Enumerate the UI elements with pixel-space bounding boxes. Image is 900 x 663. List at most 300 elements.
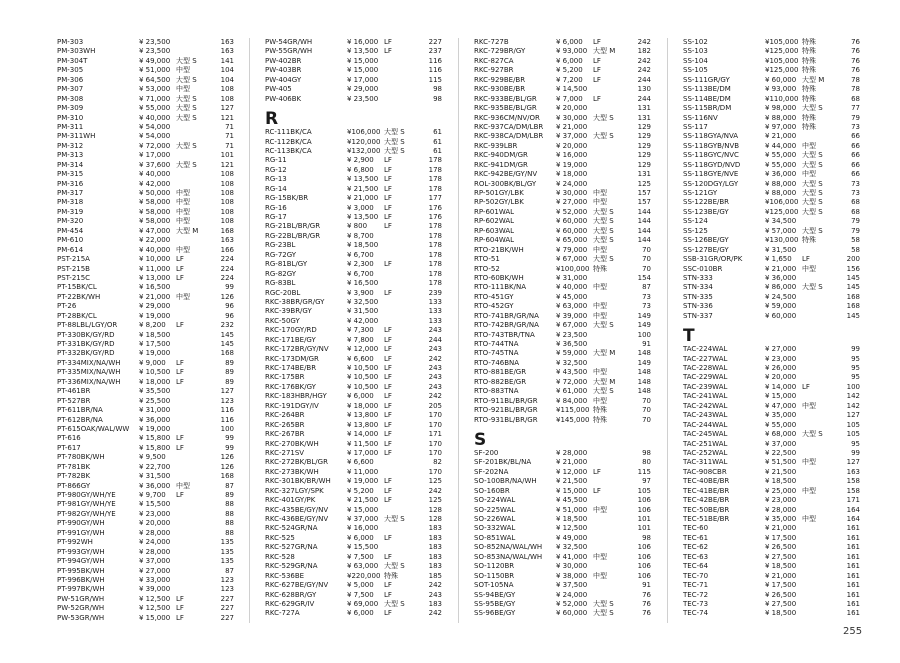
index-entry	[474, 321, 651, 330]
index-entry	[265, 609, 442, 618]
index-entry	[474, 104, 651, 113]
page-ref: 149	[637, 358, 651, 367]
product-price: ¥ 7,500	[347, 552, 374, 561]
page-ref: 227	[428, 38, 442, 46]
product-code: STN-337	[683, 311, 713, 320]
product-price: ¥ 47,000	[139, 226, 171, 235]
product-price: ¥ 10,500	[347, 373, 379, 382]
index-entry	[265, 402, 442, 411]
product-code: SS-114BE/DM	[683, 94, 731, 103]
page-ref: 73	[851, 122, 860, 131]
size-tag: 大型 S	[384, 137, 405, 146]
product-code: RKC-935BE/BL/GR	[474, 104, 537, 113]
page-ref: 91	[642, 581, 651, 590]
product-code: SSB-31GR/OR/PK	[683, 255, 743, 264]
page-ref: 244	[637, 94, 651, 103]
product-code: PT-997BK/WH	[57, 585, 105, 594]
product-code: PT-527BR	[57, 396, 91, 405]
size-tag: 大型 S	[176, 56, 197, 65]
product-code: RKC-174BE/BR	[265, 364, 317, 372]
size-tag: LF	[176, 594, 184, 603]
product-code: RKC-270BK/WH	[265, 439, 319, 448]
product-code: TEC-40BE/BR	[683, 477, 730, 486]
product-code: RTO-882BE/GR	[474, 377, 527, 386]
index-entry	[474, 170, 651, 179]
page-ref: 121	[220, 160, 234, 169]
page-ref: 73	[642, 292, 651, 301]
product-price: ¥ 23,500	[139, 47, 171, 56]
product-code: PM-306	[57, 75, 84, 84]
page-ref: 161	[846, 562, 860, 571]
page-ref: 242	[428, 392, 442, 401]
index-entry	[474, 76, 651, 85]
product-price: ¥ 18,500	[139, 330, 171, 339]
product-price: ¥130,000	[765, 236, 799, 245]
product-code: PM-303	[57, 38, 84, 46]
size-tag: LF	[384, 411, 392, 420]
section-letter: R	[265, 109, 279, 130]
product-price: ¥ 10,500	[347, 364, 379, 372]
product-code: PT-334MIX/NA/WH	[57, 358, 121, 367]
page-ref: 128	[428, 505, 442, 514]
product-code: PT-781BK	[57, 462, 91, 471]
product-price: ¥ 12,500	[139, 604, 171, 613]
product-price: ¥ 6,600	[347, 458, 374, 467]
product-code: TEC-71	[683, 581, 709, 590]
size-tag: 大型 S	[802, 151, 823, 160]
size-tag: 中型	[593, 368, 607, 377]
product-price: ¥ 51,000	[556, 505, 588, 514]
page-ref: 98	[642, 533, 651, 542]
product-code: RKC-939LBR	[474, 141, 518, 150]
size-tag: LF	[593, 56, 601, 65]
size-tag: 特殊	[802, 113, 816, 122]
product-code: RKC-50GY	[265, 316, 300, 325]
index-entry	[57, 114, 234, 123]
product-code: PM-309	[57, 104, 84, 113]
page-ref: 170	[428, 467, 442, 476]
product-price: ¥100,000	[556, 264, 590, 273]
product-price: ¥115,000	[556, 406, 590, 415]
page-ref: 242	[428, 354, 442, 363]
product-code: RTO-452GY	[474, 302, 514, 311]
page-ref: 242	[428, 609, 442, 618]
index-entry	[683, 104, 860, 113]
index-entry	[474, 515, 651, 524]
product-price: ¥ 14,000	[347, 430, 379, 439]
index-entry	[57, 57, 234, 66]
product-price: ¥ 37,000	[347, 515, 379, 523]
product-price: ¥ 21,000	[765, 571, 797, 580]
product-price: ¥ 21,000	[556, 458, 588, 467]
index-entry	[265, 213, 442, 222]
index-entry	[683, 383, 860, 392]
product-price: ¥ 93,000	[765, 85, 797, 94]
page-ref: 178	[428, 165, 442, 174]
index-entry	[683, 572, 860, 581]
index-entry	[57, 189, 234, 198]
product-code: PM-315	[57, 170, 84, 179]
product-price: ¥ 35,000	[765, 411, 797, 420]
product-price: ¥ 22,500	[765, 448, 797, 457]
product-price: ¥ 31,000	[139, 406, 171, 415]
page-ref: 242	[428, 486, 442, 495]
size-tag: LF	[384, 38, 392, 46]
index-entry	[57, 293, 234, 302]
product-code: RKC-941DM/GR	[474, 160, 528, 169]
product-price: ¥ 6,000	[347, 609, 374, 618]
index-entry	[57, 66, 234, 75]
product-price: ¥ 50,000	[139, 189, 171, 197]
product-code: TAC-311WAL	[683, 458, 728, 467]
product-code: RKC-727A	[265, 609, 300, 618]
size-tag: LF	[384, 194, 392, 203]
page-ref: 89	[225, 491, 234, 499]
page-ref: 178	[428, 231, 442, 240]
product-code: SS-125	[683, 226, 708, 235]
index-entry	[57, 491, 234, 500]
size-tag: 特殊	[802, 38, 816, 46]
page-ref: 232	[220, 321, 234, 330]
size-tag: 大型 S	[802, 179, 823, 188]
product-price: ¥ 55,000	[765, 420, 797, 429]
index-entry	[57, 444, 234, 453]
page-ref: 242	[428, 581, 442, 590]
page-ref: 237	[428, 47, 442, 56]
product-code: PT-995BK/WH	[57, 566, 105, 575]
page-ref: 164	[846, 505, 860, 514]
page-ref: 70	[642, 264, 651, 273]
index-entry	[474, 57, 651, 66]
size-tag: LF	[384, 345, 392, 354]
index-entry	[474, 161, 651, 170]
product-price: ¥ 19,000	[556, 160, 588, 169]
index-entry	[474, 562, 651, 571]
size-tag: 大型 M	[593, 349, 616, 358]
product-price: ¥ 19,000	[139, 311, 171, 320]
product-price: ¥110,000	[765, 94, 799, 103]
size-tag: 大型 S	[593, 217, 614, 226]
index-entry	[265, 487, 442, 496]
product-price: ¥ 8,700	[347, 231, 374, 240]
product-price: ¥ 28,000	[139, 547, 171, 556]
index-entry	[683, 151, 860, 160]
size-tag: 大型 S	[593, 113, 614, 122]
product-code: PM-311	[57, 122, 84, 131]
page-ref: 178	[428, 269, 442, 278]
product-price: ¥ 16,000	[347, 38, 379, 46]
size-tag: LF	[176, 613, 184, 622]
page-ref: 71	[225, 122, 234, 131]
product-code: TEC-74	[683, 609, 709, 618]
page-ref: 157	[637, 198, 651, 207]
size-tag: 特殊	[802, 94, 816, 103]
product-code: TAC-243WAL	[683, 411, 728, 420]
product-code: SS-116NV	[683, 113, 718, 122]
index-entry	[57, 151, 234, 160]
index-entry	[57, 123, 234, 132]
index-entry	[57, 340, 234, 349]
product-price: ¥ 55,000	[765, 151, 797, 160]
product-price: ¥ 21,500	[347, 184, 379, 193]
page-ref: 242	[637, 56, 651, 65]
product-code: PW-402BR	[265, 56, 302, 65]
index-entry	[474, 302, 651, 311]
product-code: PW-52GR/WH	[57, 604, 105, 613]
index-entry	[474, 609, 651, 618]
page-ref: 168	[220, 349, 234, 358]
index-entry	[265, 185, 442, 194]
product-price: ¥ 61,000	[556, 387, 588, 396]
size-tag: 大型 S	[384, 128, 405, 137]
index-entry	[57, 368, 234, 377]
index-entry	[265, 47, 442, 56]
size-tag: LF	[384, 439, 392, 448]
page-ref: 161	[846, 533, 860, 542]
product-price: ¥ 800	[347, 222, 368, 231]
product-code: SS-105	[683, 66, 708, 75]
product-code: SS-117	[683, 122, 708, 131]
product-code: RKC-273BK/WH	[265, 467, 319, 476]
size-tag: 中型	[176, 481, 190, 490]
product-code: RKC-39BR/GY	[265, 307, 312, 316]
size-tag: LF	[593, 467, 601, 476]
product-code: RKC-524GR/NA	[265, 524, 318, 533]
product-price: ¥ 19,000	[139, 349, 171, 358]
page-ref: 108	[220, 217, 234, 226]
page-ref: 126	[220, 453, 234, 462]
index-entry	[474, 487, 651, 496]
page-ref: 68	[851, 94, 860, 103]
page-ref: 88	[225, 509, 234, 518]
page-ref: 161	[846, 590, 860, 599]
product-price: ¥ 59,000	[765, 302, 797, 311]
section-letter: S	[474, 429, 487, 450]
size-tag: LF	[176, 255, 184, 264]
page-ref: 105	[846, 420, 860, 429]
index-entry	[265, 430, 442, 439]
product-price: ¥ 28,000	[765, 505, 797, 514]
page-ref: 108	[220, 179, 234, 188]
size-tag: LF	[384, 382, 392, 391]
page-ref: 88	[225, 528, 234, 537]
product-code: RKC-628BR/GY	[265, 590, 317, 599]
product-code: TEC-50BE/BR	[683, 505, 730, 514]
index-entry	[57, 132, 234, 141]
size-tag: LF	[593, 94, 601, 103]
page-ref: 244	[637, 75, 651, 84]
index-entry	[265, 524, 442, 533]
page-ref: 224	[220, 255, 234, 264]
product-code: PT-612BR/NA	[57, 415, 103, 424]
product-code: SS-118GYA/NVA	[683, 132, 739, 141]
page-ref: 130	[637, 85, 651, 94]
index-entry	[474, 208, 651, 217]
product-price: ¥ 60,000	[765, 311, 797, 320]
product-price: ¥ 32,500	[556, 543, 588, 552]
page-ref: 183	[428, 562, 442, 571]
size-tag: LF	[384, 354, 392, 363]
product-code: SS-95BE/GY	[474, 599, 516, 608]
index-entry	[683, 123, 860, 132]
size-tag: LF	[384, 448, 392, 457]
index-entry	[474, 38, 651, 47]
size-tag: 中型	[802, 515, 816, 523]
page-ref: 108	[220, 94, 234, 103]
size-tag: 特殊	[593, 406, 607, 415]
index-entry	[57, 312, 234, 321]
index-entry	[683, 180, 860, 189]
product-code: PT-336MIX/NA/WH	[57, 377, 121, 386]
product-price: ¥ 31,500	[765, 245, 797, 254]
product-code: RKC-401GY/PK	[265, 496, 316, 505]
index-entry	[265, 440, 442, 449]
index-entry	[57, 47, 234, 56]
index-entry	[683, 227, 860, 236]
product-code: PT-994GY/WH	[57, 557, 105, 566]
product-price: ¥ 71,000	[139, 94, 171, 103]
product-code: SO-225WAL	[474, 505, 516, 514]
product-price: ¥ 32,500	[347, 297, 379, 306]
product-price: ¥ 38,000	[556, 571, 588, 580]
product-code: PT-331BK/GY/RD	[57, 340, 115, 348]
size-tag: 大型 S	[802, 104, 823, 113]
index-entry	[57, 585, 234, 594]
size-tag: LF	[384, 496, 392, 505]
page-ref: 73	[851, 189, 860, 197]
size-tag: 中型	[593, 302, 607, 311]
product-price: ¥105,000	[765, 56, 799, 65]
index-entry	[474, 47, 651, 56]
page-ref: 78	[851, 85, 860, 94]
index-entry	[474, 123, 651, 132]
product-price: ¥ 6,000	[347, 392, 374, 401]
page-ref: 129	[637, 141, 651, 150]
index-column-4	[683, 38, 860, 619]
page-ref: 127	[846, 411, 860, 420]
product-code: PM-308	[57, 94, 84, 103]
product-price: ¥ 20,000	[556, 104, 588, 113]
page-ref: 99	[851, 448, 860, 457]
product-code: PT-615OAK/WAL/WW	[57, 424, 130, 433]
product-code: PT-996BK/WH	[57, 575, 105, 584]
index-entry	[265, 581, 442, 590]
page-ref: 200	[846, 255, 860, 264]
product-price: ¥ 7,200	[556, 75, 583, 84]
product-code: RKC-265BR	[265, 420, 305, 429]
page-ref: 135	[220, 547, 234, 556]
index-entry	[683, 440, 860, 449]
product-price: ¥ 23,000	[765, 354, 797, 363]
product-code: RKC-536BE	[265, 571, 305, 580]
product-code: RG-15BK/BR	[265, 194, 309, 203]
page-ref: 104	[220, 66, 234, 75]
product-price: ¥ 25,000	[765, 486, 797, 495]
index-entry	[265, 591, 442, 600]
product-code: PT-992WH	[57, 538, 93, 547]
product-price: ¥ 67,000	[556, 255, 588, 264]
product-code: TEC-51BE/BR	[683, 515, 730, 523]
page-ref: 76	[642, 599, 651, 608]
page-ref: 149	[637, 311, 651, 320]
product-price: ¥ 3,900	[347, 288, 374, 297]
index-entry	[57, 406, 234, 415]
page-ref: 176	[428, 203, 442, 212]
page-ref: 224	[220, 264, 234, 273]
product-code: RTO-883TNA	[474, 387, 519, 396]
size-tag: LF	[176, 358, 184, 367]
product-price: ¥ 18,500	[765, 609, 797, 618]
product-price: ¥ 64,500	[139, 75, 171, 84]
product-code: SF-200	[474, 448, 499, 457]
index-entry	[474, 534, 651, 543]
page-ref: 145	[846, 283, 860, 292]
size-tag: 大型 S	[593, 387, 614, 396]
size-tag: LF	[384, 401, 392, 410]
index-entry	[474, 416, 651, 425]
page-ref: 171	[428, 430, 442, 439]
page-ref: 88	[225, 519, 234, 528]
page-ref: 148	[637, 377, 651, 386]
product-code: PM-307	[57, 85, 84, 94]
page-ref: 166	[220, 245, 234, 254]
product-price: ¥ 20,000	[139, 519, 171, 528]
product-code: RTO-881BE/GR	[474, 368, 527, 377]
size-tag: 大型 S	[802, 283, 823, 292]
product-code: PT-982GY/WH/YE	[57, 509, 116, 518]
size-tag: 中型	[593, 189, 607, 197]
size-tag: 大型 M	[176, 226, 199, 235]
product-code: PM-311WH	[57, 132, 96, 141]
index-entry	[265, 421, 442, 430]
product-price: ¥ 13,500	[347, 213, 379, 221]
product-code: RKC-176BK/GY	[265, 382, 316, 391]
product-code: RTO-742BR/GR/NA	[474, 321, 539, 330]
product-price: ¥ 6,600	[347, 354, 374, 363]
index-entry	[57, 519, 234, 528]
index-entry	[683, 170, 860, 179]
product-price: ¥ 16,000	[347, 524, 379, 533]
page-ref: 108	[220, 85, 234, 94]
product-code: SS-123BE/GY	[683, 207, 729, 216]
index-entry	[683, 161, 860, 170]
product-code: PT-866GY	[57, 481, 91, 490]
product-price: ¥ 27,000	[556, 198, 588, 207]
index-entry	[265, 345, 442, 354]
index-entry	[474, 506, 651, 515]
product-price: ¥ 13,000	[139, 273, 171, 282]
size-tag: LF	[384, 477, 392, 486]
index-entry	[683, 506, 860, 515]
index-entry	[57, 142, 234, 151]
product-code: PT-335MIX/NA/WH	[57, 368, 121, 377]
product-price: ¥ 41,000	[556, 552, 588, 561]
product-price: ¥ 24,000	[556, 179, 588, 188]
product-code: RG-72GY	[265, 250, 297, 259]
product-code: SS-111GR/GY	[683, 75, 730, 84]
product-price: ¥ 5,200	[347, 486, 374, 495]
page-ref: 168	[220, 472, 234, 481]
product-price: ¥ 22,700	[139, 462, 171, 471]
index-entry	[683, 449, 860, 458]
index-entry	[265, 411, 442, 420]
page-ref: 161	[846, 599, 860, 608]
page-ref: 76	[851, 38, 860, 46]
product-price: ¥ 67,000	[556, 321, 588, 330]
page-ref: 98	[433, 85, 442, 94]
product-price: ¥ 51,000	[139, 66, 171, 75]
size-tag: 大型 S	[176, 94, 197, 103]
